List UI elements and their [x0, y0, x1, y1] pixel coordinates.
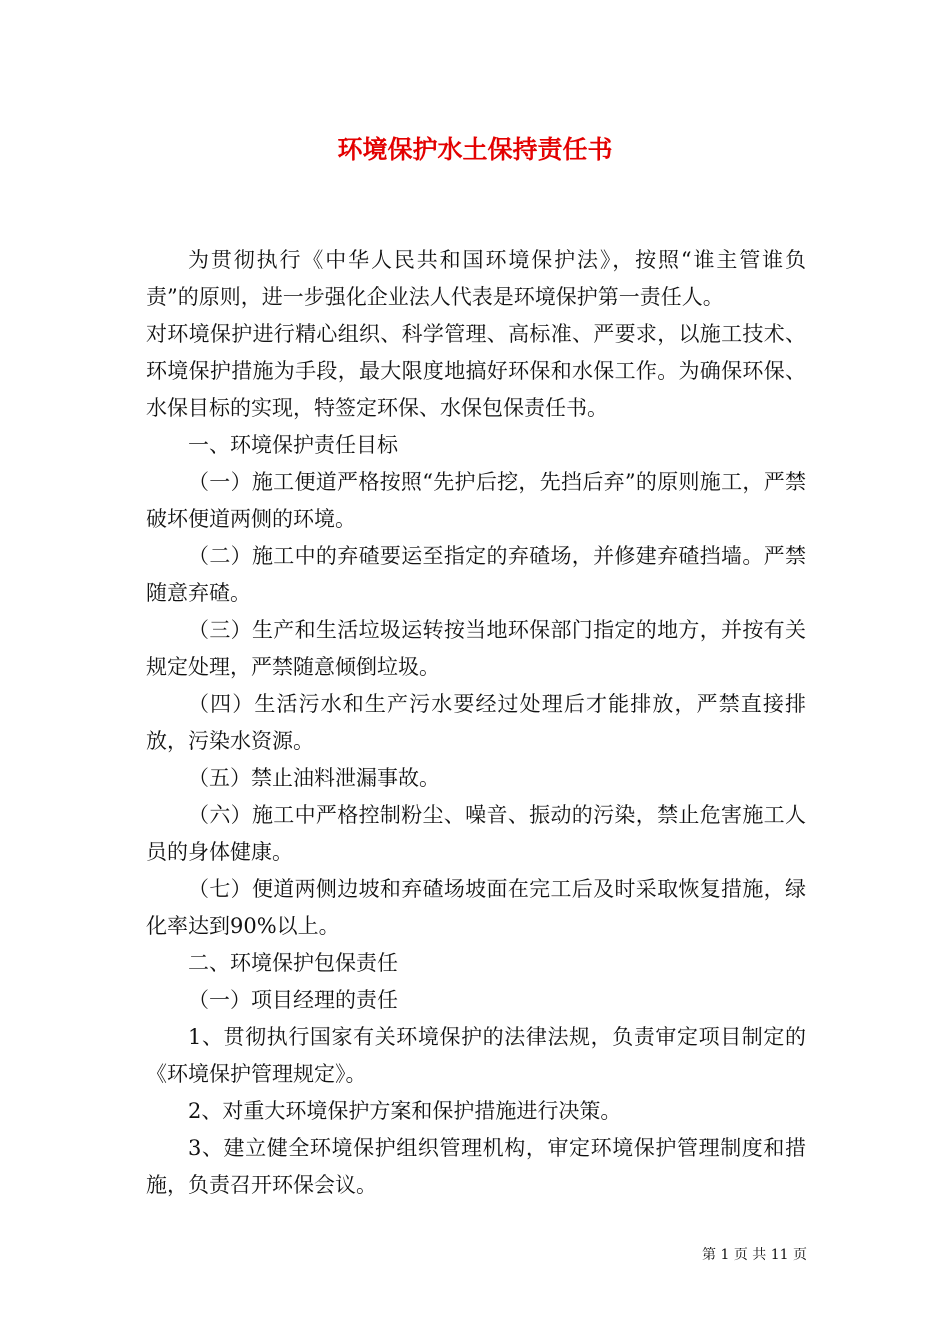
list-item: （五）禁止油料泄漏事故。	[188, 766, 440, 790]
list-item: （一）施工便道严格按照“先护后挖，先挡后弃”的原则施工，严禁破坏便道两侧的环境。	[146, 470, 806, 531]
list-item: 3、建立健全环境保护组织管理机构，审定环境保护管理制度和措施，负责召开环保会议。	[146, 1136, 806, 1197]
list-item: 2、对重大环境保护方案和保护措施进行决策。	[188, 1099, 622, 1123]
section-heading-2: 二、环境保护包保责任	[188, 951, 398, 975]
list-item: 1、贯彻执行国家有关环境保护的法律法规，负责审定项目制定的《环境保护管理规定》。	[146, 1025, 806, 1086]
subsection-heading: （一）项目经理的责任	[188, 988, 398, 1012]
document-body	[146, 242, 806, 1204]
list-item: （六）施工中严格控制粉尘、噪音、振动的污染，禁止危害施工人员的身体健康。	[146, 803, 806, 864]
section-heading-1: 一、环境保护责任目标	[188, 433, 398, 457]
document-title: 环境保护水土保持责任书	[337, 135, 613, 164]
intro-paragraph-2: 对环境保护进行精心组织、科学管理、高标准、严要求，以施工技术、环境保护措施为手段，最大限度地搞好环保和水保工作。为确保环保、水保目标的实现，特签定环保、水保包保责任书。	[146, 322, 806, 420]
intro-paragraph-1: 为贯彻执行《中华人民共和国环境保护法》，按照“谁主管谁负责”的原则，进一步强化企业法人代表是环境保护第一责任人。	[146, 248, 806, 309]
list-item: （四）生活污水和生产污水要经过处理后才能排放，严禁直接排放，污染水资源。	[146, 692, 806, 753]
list-item: （七）便道两侧边坡和弃碴场坡面在完工后及时采取恢复措施，绿化率达到90%以上。	[146, 877, 806, 938]
list-item: （三）生产和生活垃圾运转按当地环保部门指定的地方，并按有关规定处理，严禁随意倾倒垃圾。	[146, 618, 806, 679]
page-number-footer: 第 1 页 共 11 页	[702, 1247, 807, 1263]
list-item: （二）施工中的弃碴要运至指定的弃碴场，并修建弃碴挡墙。严禁随意弃碴。	[146, 544, 806, 605]
